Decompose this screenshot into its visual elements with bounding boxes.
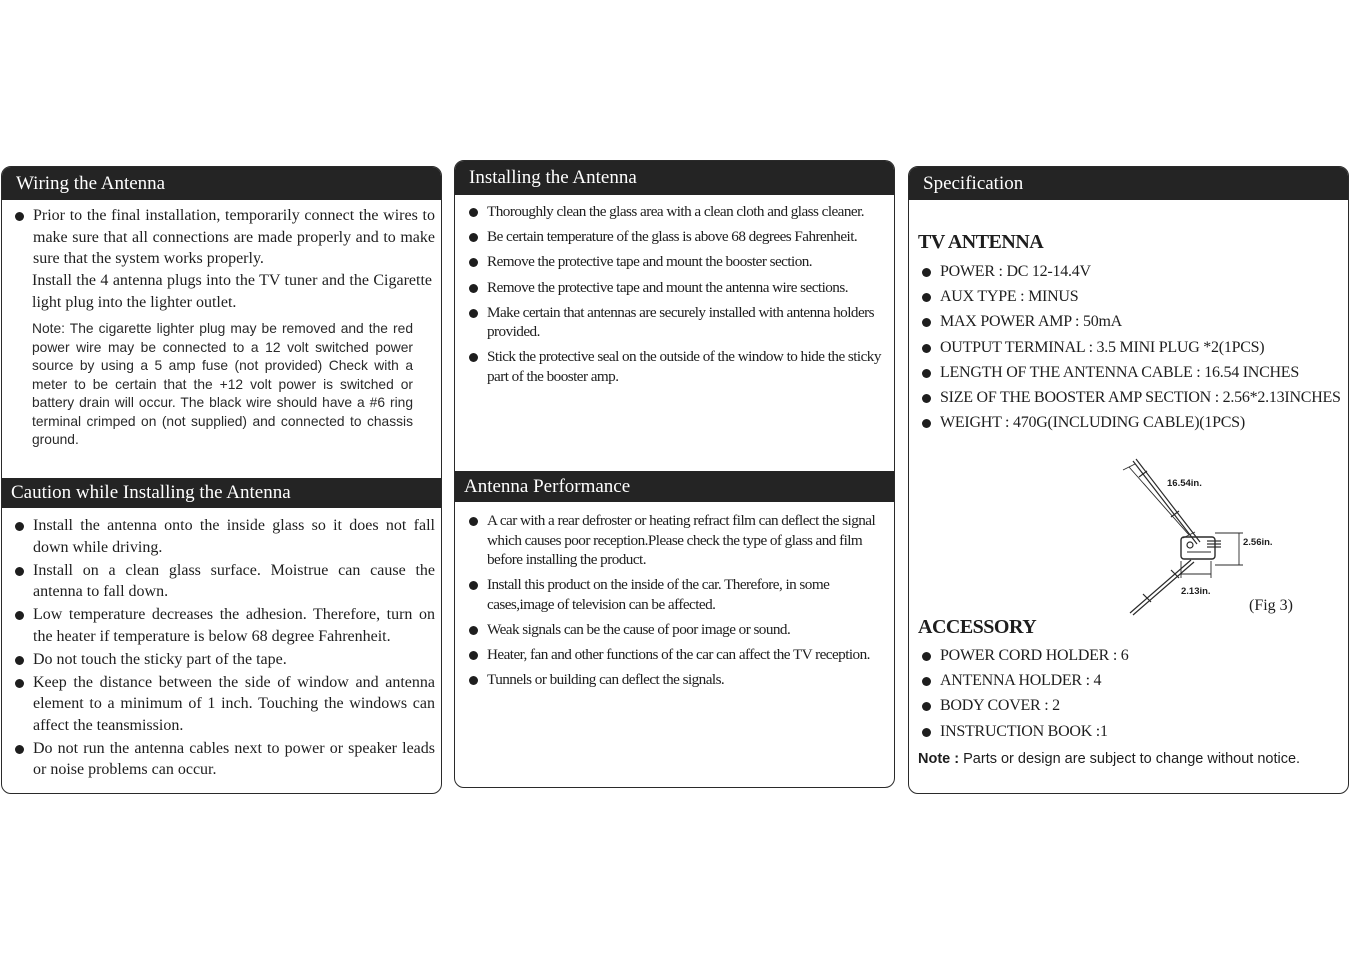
- tv-spec-item: POWER : DC 12-14.4V: [920, 259, 1349, 284]
- wiring-title: Wiring the Antenna: [16, 172, 166, 194]
- wiring-note: Note: The cigarette lighter plug may be removed and the red power wire may be connected to a 12 volt switched power source by using a 5 amp fuse (not provided) Check with a meter to be certain that the +12 volt power is switched or battery drain will occur. The black wire should have a #6 ring terminal crimped on (not supplied) and connected to chassis ground.: [32, 321, 413, 447]
- dimension-cable-label: 16.54in.: [1167, 478, 1202, 489]
- tv-antenna-heading: TV ANTENNA: [918, 231, 1044, 253]
- spec-title: Specification: [923, 172, 1024, 194]
- accessory-item: POWER CORD HOLDER : 6: [920, 643, 1340, 668]
- caution-item: Install on a clean glass surface. Moistrue can cause the antenna to fall down.: [13, 560, 435, 603]
- installing-item: Thoroughly clean the glass area with a clean cloth and glass cleaner.: [467, 202, 889, 222]
- installing-item: Stick the protective seal on the outside of the window to hide the sticky part of the booster amp.: [467, 347, 889, 386]
- performance-item: Weak signals can be the cause of poor image or sound.: [467, 620, 889, 640]
- installing-item: Make certain that antennas are securely installed with antenna holders provided.: [467, 303, 889, 342]
- accessory-item: INSTRUCTION BOOK :1: [920, 719, 1340, 744]
- upper-antenna-element: [1133, 461, 1197, 544]
- upper-element-tick: [1139, 471, 1147, 477]
- spec-note-label: Note :: [918, 751, 960, 767]
- wiring-panel: [1, 166, 442, 794]
- installing-title: Installing the Antenna: [469, 167, 637, 188]
- spec-panel: [908, 166, 1349, 794]
- dimension-height-label: 2.56in.: [1243, 537, 1273, 548]
- performance-title-bar: [455, 471, 894, 502]
- performance-item: Tunnels or building can deflect the signals.: [467, 670, 889, 690]
- accessory-item: ANTENNA HOLDER : 4: [920, 668, 1340, 693]
- spec-title-bar: [909, 167, 1348, 200]
- installing-item: Remove the protective tape and mount the booster section.: [467, 252, 889, 272]
- performance-item: Install this product on the inside of the car. Therefore, in some cases,image of television can be affected.: [467, 575, 889, 614]
- caution-item: Keep the distance between the side of window and antenna element to a minimum of 1 inch. Touching the windows can affect the teansmission.: [13, 672, 435, 737]
- caution-item: Low temperature decreases the adhesion. Therefore, turn on the heater if temperature is below 68 degree Fahrenheit.: [13, 604, 435, 647]
- spec-note-text: Parts or design are subject to change without notice.: [963, 751, 1301, 767]
- caution-item: Do not run the antenna cables next to power or speaker leads or noise problems can occur.: [13, 738, 435, 781]
- tv-spec-list: [920, 259, 1349, 435]
- accessory-list: [920, 643, 1340, 744]
- wiring-intro: Prior to the final installation, temporarily connect the wires to make sure that all connections are made properly and to make sure that the system works properly.: [13, 205, 435, 270]
- tv-spec-item: LENGTH OF THE ANTENNA CABLE : 16.54 INCHES: [920, 360, 1349, 385]
- caution-item: Do not touch the sticky part of the tape.: [13, 649, 435, 671]
- performance-title: Antenna Performance: [464, 475, 631, 497]
- figure-caption: (Fig 3): [1249, 597, 1293, 614]
- wiring-install: Install the 4 antenna plugs into the TV tuner and the Cigarette light plug into the lighter outlet.: [32, 272, 432, 311]
- booster-amp-connector: [1187, 542, 1193, 548]
- performance-item: Heater, fan and other functions of the car can affect the TV reception.: [467, 645, 889, 665]
- installing-list: [467, 202, 889, 392]
- accessory-heading: ACCESSORY: [918, 616, 1037, 638]
- spec-note: [918, 751, 1300, 767]
- wiring-title-bar: [2, 167, 441, 200]
- cable-dimension-end: [1123, 464, 1135, 470]
- accessory-item: BODY COVER : 2: [920, 693, 1340, 718]
- installing-panel: [454, 160, 895, 788]
- caution-list: [13, 515, 435, 782]
- wiring-list: [13, 205, 435, 271]
- installing-item: Be certain temperature of the glass is above 68 degrees Fahrenheit.: [467, 227, 889, 247]
- caution-item: Install the antenna onto the inside glass so it does not fall down while driving.: [13, 515, 435, 558]
- tv-spec-item: AUX TYPE : MINUS: [920, 284, 1349, 309]
- tv-spec-item: SIZE OF THE BOOSTER AMP SECTION : 2.56*2.13INCHES: [920, 385, 1349, 410]
- tv-spec-item: WEIGHT : 470G(INCLUDING CABLE)(1PCS): [920, 410, 1349, 435]
- caution-title: Caution while Installing the Antenna: [11, 482, 291, 503]
- tv-spec-item: OUTPUT TERMINAL : 3.5 MINI PLUG *2(1PCS): [920, 335, 1349, 360]
- dimension-width-label: 2.13in.: [1181, 586, 1211, 597]
- caution-title-bar: [2, 478, 441, 508]
- installing-item: Remove the protective tape and mount the antenna wire sections.: [467, 278, 889, 298]
- performance-list: [467, 511, 889, 695]
- tv-spec-item: MAX POWER AMP : 50mA: [920, 309, 1349, 334]
- installing-title-bar: [455, 161, 894, 195]
- performance-item: A car with a rear defroster or heating refract film can deflect the signal which causes poor reception.Please check the type of glass and film before installing the product.: [467, 511, 889, 570]
